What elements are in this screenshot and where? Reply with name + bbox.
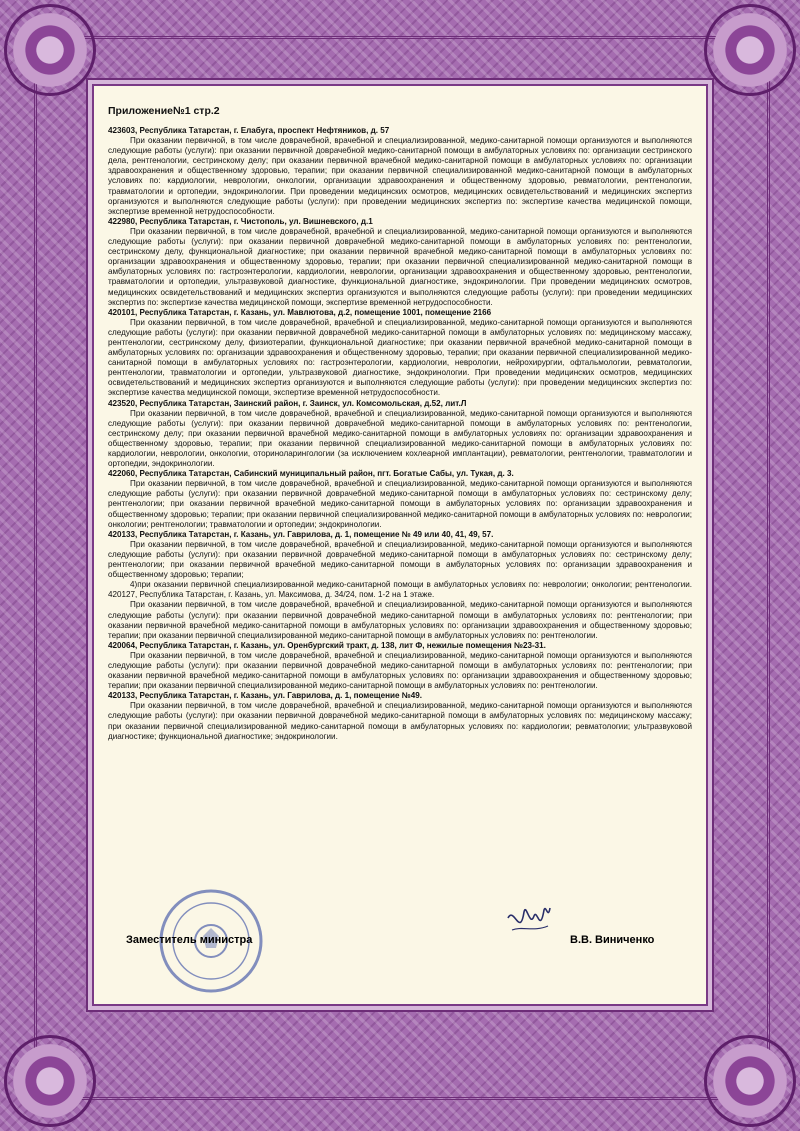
- section: [108, 580, 692, 600]
- section-address: 420133, Республика Татарстан, г. Казань, ул. Гаврилова, д. 1, помещение № 49 или 40, 41, 49, 57.: [108, 529, 494, 539]
- document-title: Приложение№1 стр.2: [108, 105, 220, 117]
- section: [108, 126, 692, 217]
- document-sheet: [92, 84, 708, 1006]
- corner-ornament-top-right: [704, 4, 796, 96]
- section-address: 422980, Республика Татарстан, г. Чистополь, ул. Вишневского, д.1: [108, 216, 373, 226]
- section: [108, 399, 692, 470]
- section: [108, 308, 692, 399]
- signatory-title: Заместитель министра: [126, 934, 253, 946]
- section-address: 423603, Республика Татарстан, г. Елабуга, проспект Нефтяников, д. 57: [108, 126, 390, 135]
- section-text: При оказании первичной, в том числе доврачебной, врачебной и специализированной, медико-санитарной помощи организуются и выполняются следующие работы (услуги): при оказании первичной доврачебной медико-санитарной помощи в амбулаторных условиях по: организации сестринского дела, рентгенологии, сестринскому делу; при оказании первичной врачебной медико-санитарной помощи в амбулаторных условиях по: организации здравоохранения и общественному здоровью, терапии; при оказании первичной специализированной медико-санитарной помощи в амбулаторных условиях по: кардиологии, неврологии, онкологии, организации здравоохранения и общественному здоровью, ревматологии, рентгенологии, травматологии и ортопедии, эндокринологии. При проведении медицинских осмотров, медицинских освидетельствований и медицинских экспертиз организуются и выполняются следующие работы (услуги): при проведении медицинских экспертиз по: экспертизе качества медицинской помощи, экспертизе временной нетрудоспособности.: [108, 136, 692, 216]
- section-text: 4)при оказании первичной специализированной медико-санитарной помощи в амбулаторных условиях по: неврологии; онкологии; рентгенологии. 420127, Республика Татарстан, г. Казань, ул. Максимова, д. 34/24, пом. 1-2 на 1 этаже.: [108, 580, 692, 600]
- corner-ornament-bottom-right: [704, 1035, 796, 1127]
- section-text: При оказании первичной, в том числе доврачебной, врачебной и специализированной, медико-санитарной помощи организуются и выполняются следующие работы (услуги): при оказании первичной доврачебной медико-санитарной помощи в амбулаторных условиях по: медицинскому массажу; при оказании первичной специализированной медико-санитарной помощи в амбулаторных условиях по: кардиологии; ревматологии; ультразвуковой диагностике; функциональной диагностике; эндокринологии.: [108, 701, 692, 741]
- section-text: При оказании первичной, в том числе доврачебной, врачебной и специализированной, медико-санитарной помощи организуются и выполняются следующие работы (услуги): при оказании первичной доврачебной медико-санитарной помощи в амбулаторных условиях по: рентгенологии, сестринскому делу; при оказании первичной врачебной медико-санитарной помощи в амбулаторных условиях по: организации здравоохранения и общественному здоровью, терапии; при оказании первичной специализированной медико-санитарной помощи в амбулаторных условиях по: кардиологии, неврологии, онкологии, оториноларингологии (за исключением кохлеарной имплантации), ревматологии, рентгенологии, травматологии и ортопедии, эндокринологии.: [108, 408, 692, 469]
- section: [108, 217, 692, 308]
- section-address: 420101, Республика Татарстан, г. Казань, ул. Мавлютова, д.2, помещение 1001, помещение 2166: [108, 307, 492, 317]
- section-text: При оказании первичной, в том числе доврачебной, врачебной и специализированной, медико-санитарной помощи организуются и выполняются следующие работы (услуги): при оказании первичной доврачебной медико-санитарной помощи в амбулаторных условиях по: рентгенологии; при оказании первичной врачебной медико-санитарной помощи в амбулаторных условиях по: организации здравоохранения и общественному здоровью; терапии; при оказании первичной специализированной медико-санитарной помощи в амбулаторных условиях по: рентгенологии.: [108, 600, 692, 640]
- signature-block: [94, 924, 706, 954]
- corner-ornament-bottom-left: [4, 1035, 96, 1127]
- section-text: При оказании первичной, в том числе доврачебной, врачебной и специализированной, медико-санитарной помощи организуются и выполняются следующие работы (услуги): при оказании первичной доврачебной медико-санитарной помощи в амбулаторных условиях по: рентгенологии, сестринскому делу, функциональной диагностике; при оказании первичной врачебной медико-санитарной помощи в амбулаторных условиях по: организации здравоохранения и общественному здоровью, терапии; при оказании первичной специализированной медико-санитарной помощи в амбулаторных условиях по: гастроэнтерологии, кардиологии, неврологии, организации здравоохранения и общественному здоровью, рентгенологии, травматологии и ортопедии, ультразвуковой диагностике, функциональной диагностике, эндокринологии. При проведении медицинских осмотров, медицинских освидетельствований и медицинских экспертиз организуются и выполняются следующие работы (услуги): при проведении медицинских экспертиз по: экспертизе качества медицинской помощи, экспертизе временной нетрудоспособности.: [108, 226, 692, 307]
- section: [108, 641, 692, 691]
- section-address: 423520, Республика Татарстан, Заинский район, г. Заинск, ул. Комсомольская, д.52, лит.Л: [108, 398, 467, 408]
- section-address: 420133, Республика Татарстан, г. Казань, ул. Гаврилова, д. 1, помещение №49.: [108, 691, 423, 701]
- section: [108, 691, 692, 741]
- corner-ornament-top-left: [4, 4, 96, 96]
- section: [108, 530, 692, 580]
- section-address: 420064, Республика Татарстан, г. Казань, ул. Оренбургский тракт, д. 138, лит Ф, нежилые помещения №23-31.: [108, 640, 546, 650]
- section: [108, 600, 692, 640]
- section-text: При оказании первичной, в том числе доврачебной, врачебной и специализированной, медико-санитарной помощи организуются и выполняются следующие работы (услуги): при оказании первичной доврачебной медико-санитарной помощи в амбулаторных условиях по: сестринскому делу; рентгенологии; при оказании первичной врачебной медико-санитарной помощи в амбулаторных условиях по: организации здравоохранения и общественному здоровью; терапии;: [108, 539, 692, 580]
- signatory-name: В.В. Виниченко: [570, 934, 655, 946]
- section-text: При оказании первичной, в том числе доврачебной, врачебной и специализированной, медико-санитарной помощи организуются и выполняются следующие работы (услуги): при оказании первичной доврачебной медико-санитарной помощи в амбулаторных условиях по: сестринскому делу; рентгенологии; при оказании первичной врачебной медико-санитарной помощи в амбулаторных условиях по: организации здравоохранения и общественному здоровью; терапии; при оказании первичной специализированной медико-санитарной помощи в амбулаторных условиях по: неврологии; онкологии; рентгенологии; травматологии и ортопедии; эндокринологии.: [108, 479, 692, 529]
- document-content: [108, 100, 692, 870]
- section-text: При оказании первичной, в том числе доврачебной, врачебной и специализированной, медико-санитарной помощи организуются и выполняются следующие работы (услуги): при оказании первичной доврачебной медико-санитарной помощи в амбулаторных условиях по: медицинскому массажу, рентгенологии, сестринскому делу, физиотерапии, функциональной диагностике; при оказании первичной врачебной медико-санитарной помощи в амбулаторных условиях по: организации здравоохранения и общественному здоровью, терапии; при оказании первичной специализированной медико-санитарной помощи в амбулаторных условиях по: гастроэнтерологии, кардиологии, неврологии, нейрохирургии, офтальмологии, ревматологии, рентгенологии, травматологии и ортопедии, ультразвуковой диагностике, эндокринологии. При проведении медицинских осмотров, медицинских освидетельствований и медицинских экспертиз организуются и выполняются следующие работы (услуги): при проведении медицинских экспертиз по: экспертизе качества медицинской помощи, экспертизе временной нетрудоспособности.: [108, 317, 692, 398]
- section-address: 422060, Республика Татарстан, Сабинский муниципальный район, пгт. Богатые Сабы, ул. Тукая, д. 3.: [108, 469, 514, 479]
- section-text: При оказании первичной, в том числе доврачебной, врачебной и специализированной, медико-санитарной помощи организуются и выполняются следующие работы (услуги): при оказании первичной доврачебной медико-санитарной помощи в амбулаторных условиях по: рентгенологии; при оказании первичной врачебной медико-санитарной помощи в амбулаторных условиях по: организации здравоохранения и общественному здоровью; терапии; при оказании первичной специализированной медико-санитарной помощи в амбулаторных условиях по: рентгенологии.: [108, 650, 692, 691]
- section: [108, 469, 692, 530]
